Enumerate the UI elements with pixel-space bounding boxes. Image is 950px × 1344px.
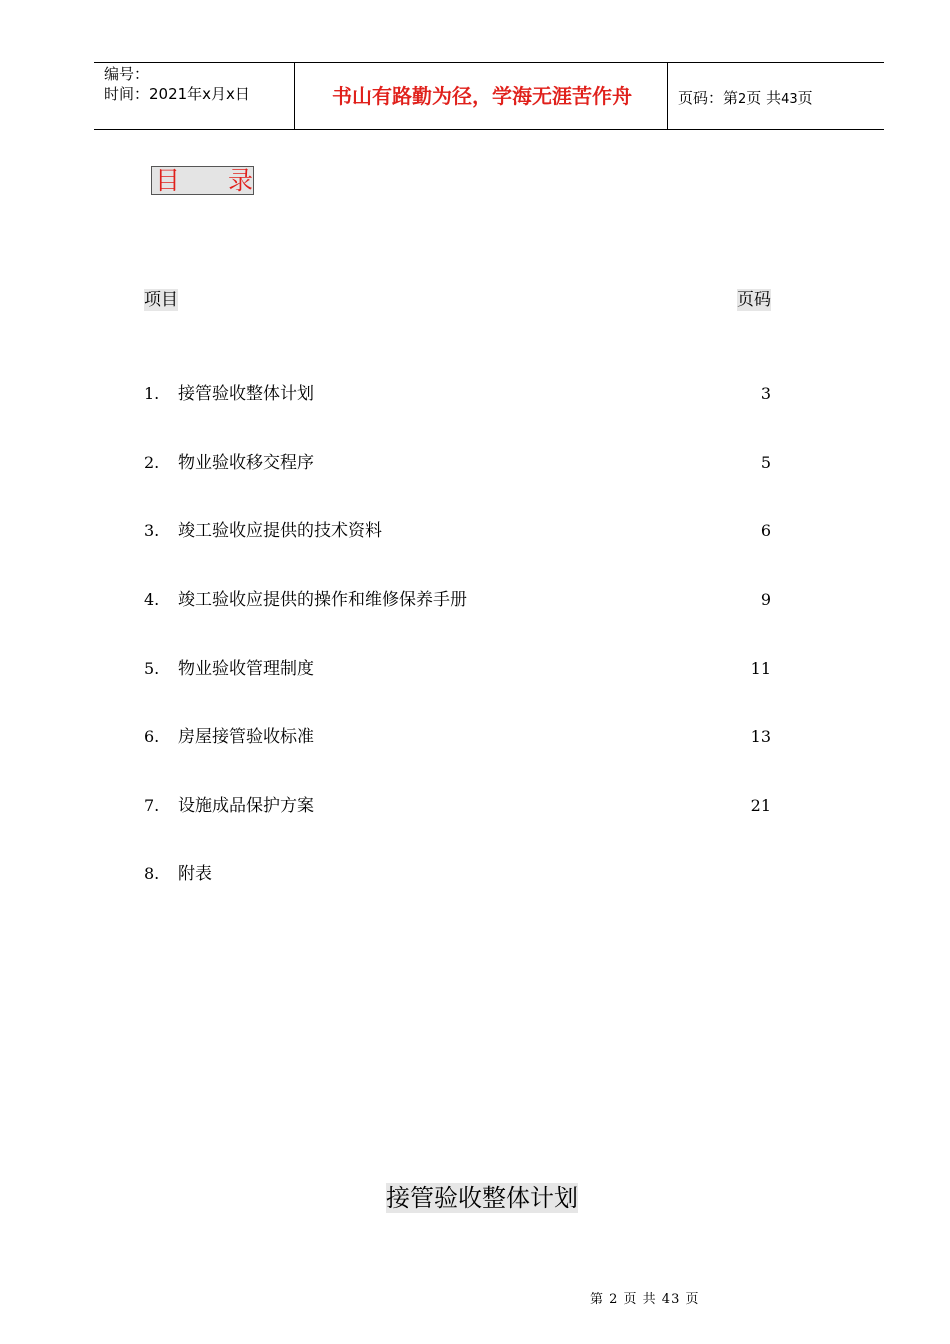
header-page-mid: 页 共 [746,89,782,107]
toc-entry-index: 5. [144,659,160,678]
header-divider-1 [294,62,295,130]
toc-entry-index: 3. [144,521,160,540]
header-page-current: 2 [738,92,747,107]
toc-entry[interactable] [144,451,774,475]
toc-title-char-1: 目 [155,166,181,195]
toc-entry[interactable] [144,519,774,543]
toc-entry[interactable] [144,725,774,749]
toc-entry-label: 房屋接管验收标准 [178,727,314,747]
toc-entry-label: 物业验收移交程序 [178,453,314,473]
toc-entry[interactable] [144,794,774,818]
toc-entry-index: 4. [144,590,160,609]
toc-entry-label: 接管验收整体计划 [178,384,314,404]
toc-entry-index: 8. [144,864,160,883]
toc-entry-index: 7. [144,796,160,815]
toc-entry[interactable] [144,657,774,681]
toc-entry-page: 21 [750,796,771,815]
toc-entry-label: 设施成品保护方案 [178,796,314,816]
toc-entry-label: 物业验收管理制度 [178,659,314,679]
toc-title [151,166,254,195]
toc-entry[interactable] [144,382,774,406]
header-top-rule [94,62,884,63]
toc-entry-label: 竣工验收应提供的技术资料 [178,521,382,541]
header-page-prefix: 页码：第 [678,89,739,107]
toc-column-page: 页码 [737,290,771,310]
toc-entry[interactable] [144,862,774,886]
toc-entry-label: 附表 [178,864,212,884]
footer-page-number: 第 2 页 共 43 页 [590,1292,700,1307]
header-page-info [678,87,813,108]
header-bottom-rule [94,129,884,130]
header-number-label: 编号： [104,65,150,83]
toc-entry-page: 13 [750,727,771,746]
toc-entry-page: 3 [760,384,771,403]
toc-entry[interactable] [144,588,774,612]
toc-entry-page: 9 [760,590,771,609]
header-meta [104,64,290,104]
section-title: 接管验收整体计划 [386,1184,578,1212]
toc-entry-label: 竣工验收应提供的操作和维修保养手册 [178,590,467,610]
toc-entry-index: 6. [144,727,160,746]
toc-entry-page: 11 [750,659,771,678]
toc-entry-page: 5 [760,453,771,472]
toc-entry-index: 2. [144,453,160,472]
toc-column-item: 项目 [144,290,178,310]
toc-title-char-2: 录 [228,166,254,195]
toc-entry-index: 1. [144,384,160,403]
header-page-suffix: 页 [797,89,813,107]
header-time-label: 时间：2021年x月x日 [104,85,250,103]
header-page-total: 43 [781,92,798,107]
toc-entry-page: 6 [760,521,771,540]
header-motto: 书山有路勤为径，学海无涯苦作舟 [332,84,632,108]
